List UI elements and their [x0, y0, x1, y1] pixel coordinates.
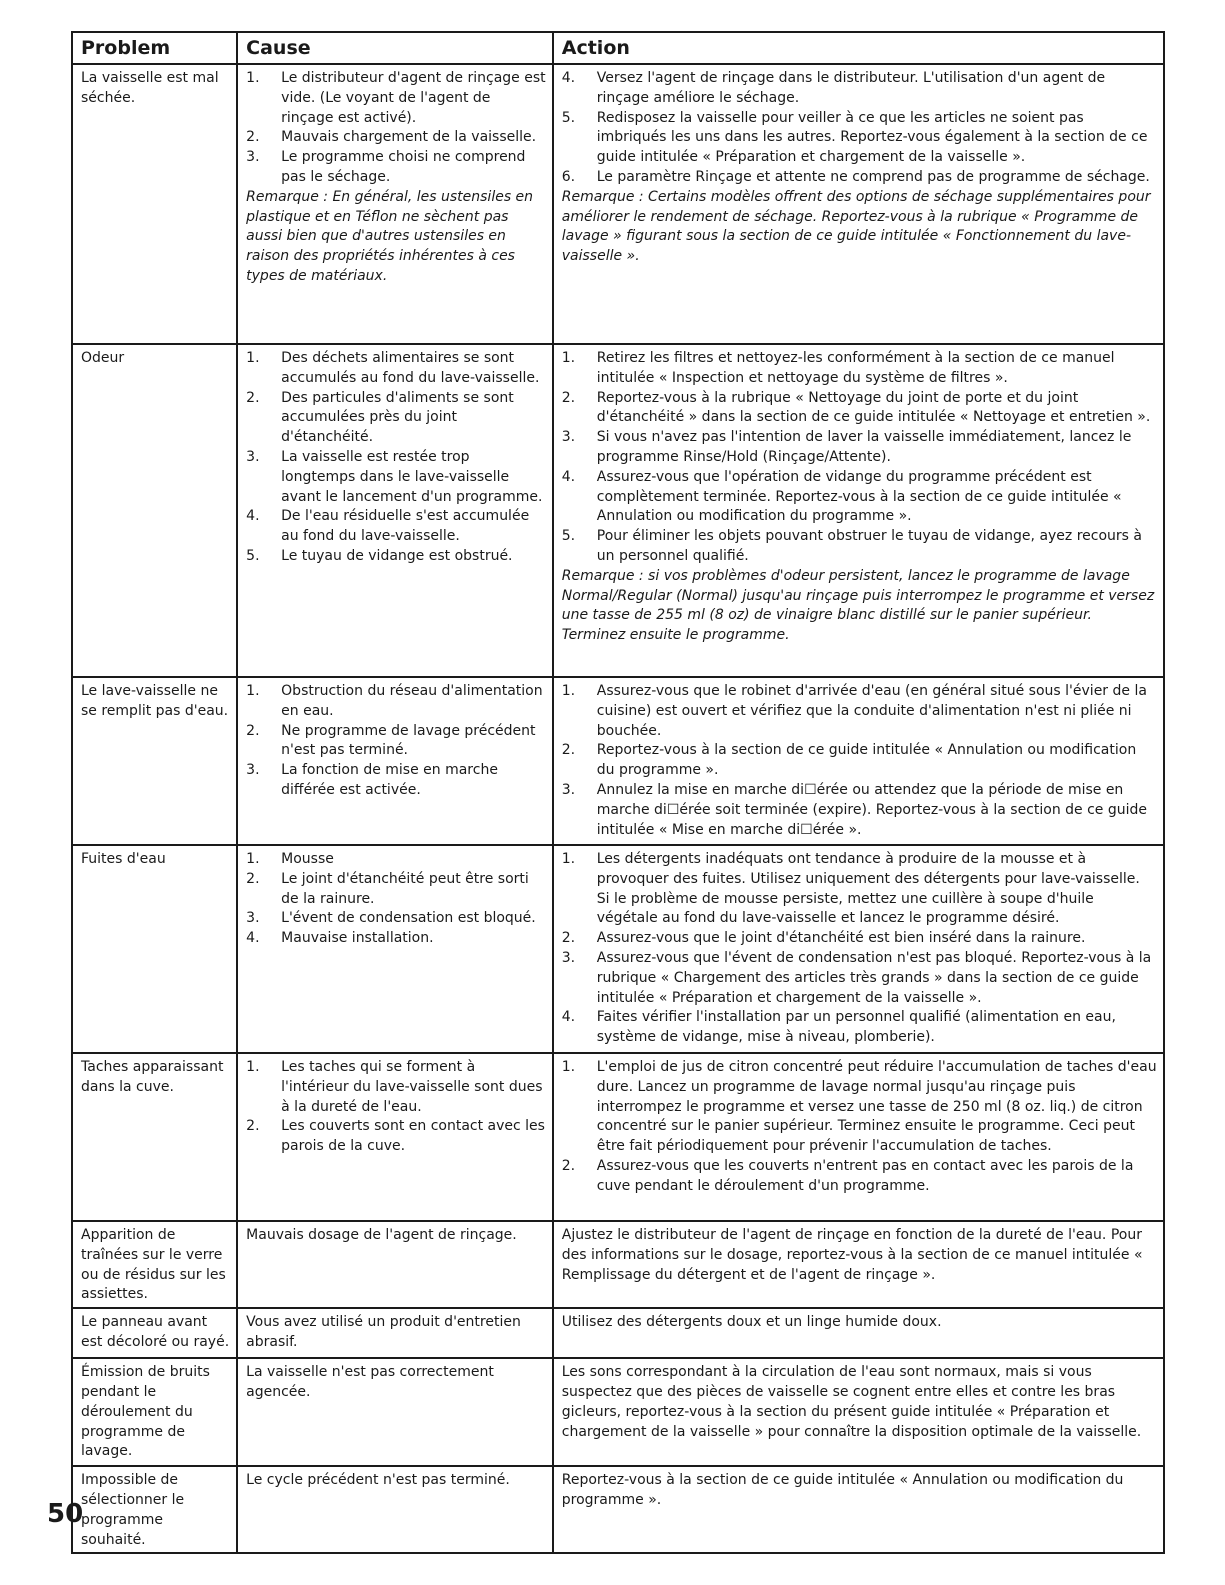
item-text: Assurez-vous que les couverts n'entrent pas en contact avec les parois de la cuve pendant le déroulement d'un programme.	[596, 1157, 1134, 1194]
item-text: Le paramètre Rinçage et attente ne comprend pas de programme de séchage.	[596, 168, 1150, 185]
action-text: Les sons correspondant à la circulation de l'eau sont normaux, mais si vous suspectez que des pièces de vaisselle se cognent entre elles et contre les bras gicleurs, reportez-vous à la section du présent guide intitulée « Préparation et chargement de la vaisselle » pour connaître la disposition optimale de la vaisselle.	[561, 1364, 1142, 1440]
item-text: Faites vérifier l'installation par un personnel qualifié (alimentation en eau, système de vidange, mise à niveau, plomberie).	[596, 1009, 1116, 1046]
table-row	[72, 845, 1164, 1053]
action-list-item	[562, 850, 1157, 929]
item-text: Assurez-vous que le joint d'étanchéité est bien inséré dans la rainure.	[596, 930, 1086, 947]
cause-list-item	[246, 682, 546, 722]
cause-list	[246, 850, 546, 949]
cause-cell	[237, 1221, 553, 1308]
item-text: Des déchets alimentaires se sont accumulés au fond du lave-vaisselle.	[281, 350, 540, 386]
item-number: 2.	[246, 129, 260, 146]
action-list-item	[562, 1058, 1157, 1157]
item-number: 3.	[246, 910, 260, 927]
cause-text: La vaisselle n'est pas correctement agencée.	[246, 1364, 494, 1400]
action-list	[562, 850, 1157, 1048]
item-text: De l'eau résiduelle s'est accumulée au fond du lave-vaisselle.	[281, 508, 530, 545]
action-list-item	[562, 1008, 1157, 1048]
item-text: Mousse	[281, 851, 334, 867]
cause-list-item	[246, 761, 546, 801]
item-text: La fonction de mise en marche différée est activée.	[281, 762, 498, 798]
cause-cell	[237, 677, 553, 845]
item-number: 4.	[561, 1009, 576, 1026]
problem-cell: Impossible de sélectionner le programme souhaité.	[72, 1466, 237, 1553]
item-text: Les couverts sont en contact avec les parois de la cuve.	[281, 1118, 545, 1155]
cause-remark: Remarque : En général, les ustensiles en plastique et en Téflon ne sèchent pas aussi bien que d'autres ustensiles en raison des propriétés inhérentes à ces types de matériaux.	[246, 188, 534, 284]
item-text: Si vous n'avez pas l'intention de laver la vaisselle immédiatement, lancez le programme Rinse/Hold (Rinçage/Attente).	[596, 429, 1132, 465]
action-list-item	[562, 109, 1157, 168]
item-text: Reportez-vous à la section de ce guide intitulée « Annulation ou modification du programme ».	[596, 742, 1137, 779]
cause-list-item	[246, 1117, 546, 1157]
problem-cell: Émission de bruits pendant le déroulement du programme de lavage.	[72, 1358, 237, 1466]
item-number: 4.	[561, 70, 576, 86]
item-text: Mauvaise installation.	[281, 930, 434, 947]
cause-text: Vous avez utilisé un produit d'entretien abrasif.	[246, 1314, 521, 1350]
action-cell	[553, 1221, 1164, 1308]
action-text: Ajustez le distributeur de l'agent de rinçage en fonction de la dureté de l'eau. Pour des informations sur le dosage, reportez-vous à la section de ce manuel intitulée « Remplissage du détergent et de l'agent de rinçage ».	[561, 1227, 1143, 1283]
action-list-item	[562, 949, 1157, 1008]
item-number: 1.	[246, 683, 260, 699]
item-number: 1.	[561, 851, 576, 867]
cause-list-item	[246, 722, 546, 762]
item-number: 3.	[246, 762, 260, 779]
item-text: Pour éliminer les objets pouvant obstruer le tuyau de vidange, ayez recours à un personnel qualifié.	[596, 528, 1142, 564]
action-cell	[553, 1466, 1164, 1553]
item-number: 5.	[561, 109, 576, 126]
item-number: 1.	[561, 683, 576, 699]
cause-cell	[237, 845, 553, 1053]
action-cell	[553, 677, 1164, 845]
item-text: La vaisselle est restée trop longtemps dans le lave-vaisselle avant le lancement d'un programme.	[281, 448, 543, 505]
item-text: Retirez les filtres et nettoyez-les conformément à la section de ce manuel intitulée « Inspection et nettoyage du système de filtres ».	[596, 350, 1115, 386]
item-number: 1.	[561, 350, 576, 366]
item-text: Les taches qui se forment à l'intérieur du lave-vaisselle sont dues à la dureté de l'eau.	[281, 1059, 543, 1115]
action-list	[562, 349, 1157, 567]
cause-list-item	[246, 850, 546, 870]
cause-list	[246, 1058, 546, 1157]
action-remark: Remarque : Certains modèles offrent des options de séchage supplémentaires pour améliorer le rendement de séchage. Reportez-vous à la rubrique « Programme de lavage » figurant sous la section de ce guide intitulée « Fonctionnement du lave-vaisselle ».	[561, 188, 1151, 265]
cause-cell	[237, 1358, 553, 1466]
action-list-item	[562, 527, 1157, 567]
troubleshooting-table	[71, 31, 1165, 1554]
item-number: 4.	[246, 930, 260, 947]
item-number: 2.	[246, 1118, 260, 1135]
item-number: 3.	[246, 448, 260, 465]
cause-list	[246, 69, 546, 188]
action-list-item	[562, 389, 1157, 429]
action-list-item	[562, 1157, 1157, 1197]
item-number: 2.	[561, 389, 576, 406]
item-text: Obstruction du réseau d'alimentation en eau.	[281, 683, 543, 719]
cause-cell	[237, 64, 553, 344]
item-text: Le programme choisi ne comprend pas le séchage.	[281, 149, 526, 185]
action-cell	[553, 64, 1164, 344]
cause-list-item	[246, 389, 546, 448]
item-number: 1.	[246, 70, 260, 86]
cause-list-item	[246, 547, 546, 567]
item-text: Assurez-vous que l'évent de condensation n'est pas bloqué. Reportez-vous à la rubrique « Chargement des articles très grands » dans la section de ce guide intitulée « Préparation et chargement de la vaisselle ».	[596, 949, 1152, 1006]
table-row	[72, 1466, 1164, 1553]
item-text: Le tuyau de vidange est obstrué.	[281, 547, 513, 564]
item-text: Assurez-vous que l'opération de vidange du programme précédent est complètement terminée. Reportez-vous à la section de ce guide intitulée « Annulation ou modification du programme ».	[596, 468, 1122, 525]
table-row	[72, 1308, 1164, 1358]
item-number: 2.	[246, 870, 260, 887]
cause-list-item	[246, 349, 546, 389]
cause-list-item	[246, 929, 546, 949]
action-list-item	[562, 168, 1157, 188]
table-row	[72, 1221, 1164, 1308]
action-text: Utilisez des détergents doux et un linge humide doux.	[561, 1314, 942, 1331]
page-number: 50	[47, 1499, 84, 1529]
item-number: 6.	[561, 168, 576, 185]
item-number: 1.	[561, 1059, 576, 1075]
cause-text: Mauvais dosage de l'agent de rinçage.	[246, 1227, 517, 1243]
action-text: Reportez-vous à la section de ce guide intitulée « Annulation ou modification du programme ».	[561, 1472, 1124, 1508]
cause-list-item	[246, 1058, 546, 1117]
item-text: Le joint d'étanchéité peut être sorti de la rainure.	[281, 870, 529, 907]
cause-cell	[237, 344, 553, 677]
item-number: 5.	[246, 547, 260, 564]
action-list	[562, 69, 1157, 188]
problem-cell: Fuites d'eau	[72, 845, 237, 1053]
header-problem: Problem	[72, 32, 237, 64]
action-list	[562, 682, 1157, 840]
cause-list	[246, 682, 546, 801]
item-text: Des particules d'aliments se sont accumulées près du joint d'étanchéité.	[281, 389, 514, 446]
item-text: Assurez-vous que le robinet d'arrivée d'eau (en général situé sous l'évier de la cuisine) est ouvert et vérifiez que la conduite d'alimentation n'est ni pliée ni bouchée.	[596, 683, 1147, 739]
cause-text: Le cycle précédent n'est pas terminé.	[246, 1472, 510, 1489]
item-text: Reportez-vous à la rubrique « Nettoyage du joint de porte et du joint d'étanchéité » dans la section de ce guide intitulée « Nettoyage et entretien ».	[596, 389, 1151, 426]
item-text: Le distributeur d'agent de rinçage est vide. (Le voyant de l'agent de rinçage est activé).	[281, 70, 546, 126]
item-number: 2.	[561, 930, 576, 947]
header-action: Action	[553, 32, 1164, 64]
action-list-item	[562, 349, 1157, 389]
item-number: 2.	[246, 722, 260, 739]
action-list	[562, 1058, 1157, 1197]
item-text: Annulez la mise en marche di☐érée ou attendez que la période de mise en marche di☐érée soit terminée (expire). Reportez-vous à la section de ce guide intitulée « Mise en marche di☐érée ».	[596, 781, 1148, 838]
item-number: 3.	[246, 149, 260, 166]
problem-cell: Apparition de traînées sur le verre ou de résidus sur les assiettes.	[72, 1221, 237, 1308]
item-number: 1.	[246, 1059, 260, 1075]
cause-cell	[237, 1308, 553, 1358]
action-cell	[553, 1308, 1164, 1358]
table-row	[72, 344, 1164, 677]
cause-cell	[237, 1466, 553, 1553]
item-text: Ne programme de lavage précédent n'est pas terminé.	[281, 722, 536, 759]
header-row	[72, 32, 1164, 64]
item-text: Versez l'agent de rinçage dans le distributeur. L'utilisation d'un agent de rinçage améliore le séchage.	[596, 70, 1106, 106]
table-row	[72, 1053, 1164, 1221]
cause-list-item	[246, 909, 546, 929]
item-number: 2.	[561, 1157, 576, 1174]
problem-cell: Le panneau avant est décoloré ou rayé.	[72, 1308, 237, 1358]
item-number: 4.	[246, 508, 260, 525]
cause-list-item	[246, 128, 546, 148]
table-row	[72, 1358, 1164, 1466]
problem-cell: Taches apparaissant dans la cuve.	[72, 1053, 237, 1221]
problem-cell: Odeur	[72, 344, 237, 677]
table-row	[72, 677, 1164, 845]
table-row	[72, 64, 1164, 344]
action-list-item	[562, 781, 1157, 840]
action-cell	[553, 845, 1164, 1053]
cause-list-item	[246, 148, 546, 188]
action-list-item	[562, 69, 1157, 109]
action-list-item	[562, 428, 1157, 468]
cause-list-item	[246, 69, 546, 128]
item-number: 4.	[561, 468, 576, 485]
item-text: L'évent de condensation est bloqué.	[281, 910, 536, 927]
action-list-item	[562, 929, 1157, 949]
item-number: 3.	[561, 781, 576, 798]
action-list-item	[562, 682, 1157, 741]
action-list-item	[562, 468, 1157, 527]
item-number: 5.	[561, 528, 576, 545]
item-text: Les détergents inadéquats ont tendance à produire de la mousse et à provoquer des fuites. Utilisez uniquement des détergents pour lave-vaisselle. Si le problème de mousse persiste, mettez une cuillère à soupe d'huile végétale au fond du lave-vaisselle et lancez le programme désiré.	[596, 851, 1140, 927]
item-number: 1.	[246, 350, 260, 366]
action-list-item	[562, 741, 1157, 781]
action-cell	[553, 1053, 1164, 1221]
item-number: 3.	[561, 429, 576, 446]
action-cell	[553, 344, 1164, 677]
problem-cell: La vaisselle est mal séchée.	[72, 64, 237, 344]
cause-list-item	[246, 870, 546, 910]
item-text: Mauvais chargement de la vaisselle.	[281, 129, 537, 146]
item-number: 2.	[561, 742, 576, 759]
cause-cell	[237, 1053, 553, 1221]
cause-list	[246, 349, 546, 567]
cause-list-item	[246, 507, 546, 547]
action-cell	[553, 1358, 1164, 1466]
item-number: 1.	[246, 851, 260, 867]
item-number: 2.	[246, 389, 260, 406]
table-body	[72, 64, 1164, 1553]
header-cause: Cause	[237, 32, 553, 64]
item-text: L'emploi de jus de citron concentré peut réduire l'accumulation de taches d'eau dure. Lancez un programme de lavage normal jusqu'au rinçage puis interrompez le programme et versez une tasse de 250 ml (8 oz. liq.) de citron concentré sur le panier supérieur. Terminez ensuite le programme. Ceci peut être fait périodiquement pour prévenir l'accumulation de taches.	[596, 1059, 1157, 1155]
problem-cell: Le lave-vaisselle ne se remplit pas d'eau.	[72, 677, 237, 845]
action-remark: Remarque : si vos problèmes d'odeur persistent, lancez le programme de lavage Normal/Regular (Normal) jusqu'au rinçage puis interrompez le programme et versez une tasse de 255 ml (8 oz) de vinaigre blanc distillé sur le panier supérieur. Terminez ensuite le programme.	[561, 567, 1155, 644]
cause-list-item	[246, 448, 546, 507]
item-number: 3.	[561, 949, 576, 966]
item-text: Redisposez la vaisselle pour veiller à ce que les articles ne soient pas imbriqués les uns dans les autres. Reportez-vous également à la section de ce guide intitulée « Préparation et chargement de la vaisselle ».	[596, 109, 1148, 166]
